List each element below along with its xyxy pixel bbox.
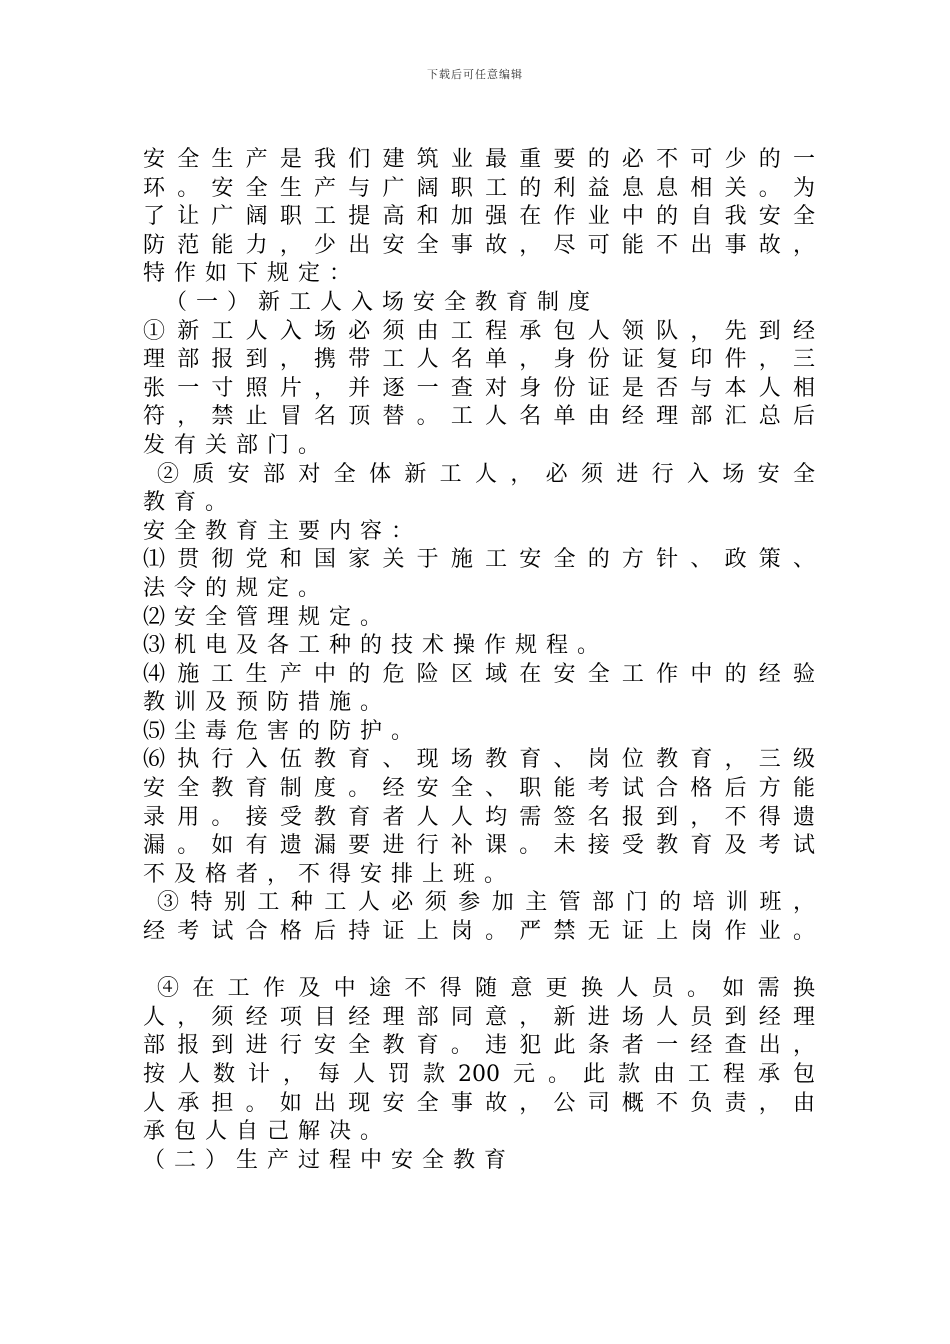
paragraph-line: ③特别工种工人必须参加主管部门的培训班， [157,890,815,916]
paragraph-line: 教训及预防措施。 [143,690,392,716]
paragraph-line: 安全生产是我们建筑业最重要的必不可少的一 [143,147,815,172]
paragraph-line: 了让广阔职工提高和加强在作业中的自我安全 [143,204,815,230]
paragraph-line: 不及格者，不得安排上班。 [143,861,516,887]
paragraph-line: 人，须经项目经理部同意，新进场人员到经理 [143,1004,815,1030]
paragraph-line: ①新工人入场必须由工程承包人领队，先到经 [143,318,815,344]
paragraph-line: 特作如下规定： [143,261,361,287]
list-item: ⑴贯彻党和国家关于施工安全的方针、政策、 [143,547,815,573]
paragraph-line: ④在工作及中途不得随意更换人员。如需换 [157,976,815,1002]
paragraph-line: 人承担。如出现安全事故，公司概不负责，由 [143,1090,815,1116]
paragraph-line: 防范能力，少出安全事故，尽可能不出事故， [143,232,815,258]
blank-line [143,947,815,976]
paragraph-line: 承包人自己解决。 [143,1119,392,1145]
paragraph-line: 环。安全生产与广阔职工的利益息息相关。为 [143,175,815,201]
paragraph-line: 发有关部门。 [143,432,330,458]
paragraph-line: 漏。如有遗漏要进行补课。未接受教育及考试 [143,833,815,859]
paragraph-line: 安全教育主要内容： [143,518,423,544]
paragraph-line: 理部报到，携带工人名单，身份证复印件，三 [143,347,815,373]
section-heading: （一）新工人入场安全教育制度 [165,289,600,315]
paragraph-line: 法令的规定。 [143,575,330,601]
paragraph-line: 符，禁止冒名顶替。工人名单由经理部汇总后 [143,404,815,430]
paragraph-line: 张一寸照片，并逐一查对身份证是否与本人相 [143,375,815,401]
list-item: ⑵安全管理规定。 [143,604,392,630]
paragraph-line: 教育。 [143,490,237,516]
list-item: ⑸尘毒危害的防护。 [143,718,423,744]
section-heading: （二）生产过程中安全教育 [143,1147,516,1173]
paragraph-line: ②质安部对全体新工人，必须进行入场安全 [157,461,815,487]
paragraph-line: 安全教育制度。经安全、职能考试合格后方能 [143,776,815,802]
list-item: ⑷施工生产中的危险区域在安全工作中的经验 [143,661,815,687]
page-header: 下载后可任意编辑 [427,68,523,81]
paragraph-line: 按人数计，每人罚款200元。此款由工程承包 [143,1062,815,1087]
list-item: ⑹执行入伍教育、现场教育、岗位教育，三级 [143,747,815,773]
document-body [143,146,815,1175]
list-item: ⑶机电及各工种的技术操作规程。 [143,633,609,659]
paragraph-line: 部报到进行安全教育。违犯此条者一经查出， [143,1033,815,1059]
paragraph-line: 经考试合格后持证上岗。严禁无证上岗作业。 [143,919,815,945]
paragraph-line: 录用。接受教育者人人均需签名报到，不得遗 [143,804,815,830]
